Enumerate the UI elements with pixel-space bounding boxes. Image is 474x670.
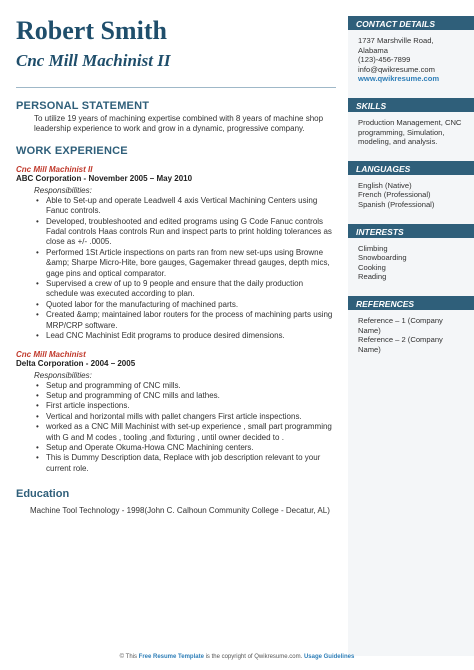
responsibilities-label: Responsibilities: [34, 370, 92, 380]
list-item: • This is Dummy Description data, Replace with job description relevant to your current role. [34, 453, 336, 474]
interests-section [348, 224, 474, 296]
list-item: • Able to Set-up and operate Leadwell 4 axis Vertical Machining Centers using Fanuc controls. [34, 196, 336, 217]
list-item: Reference – 2 (Company Name) [358, 335, 443, 354]
list-item: • Setup and programming of CNC mills and lathes. [34, 391, 336, 401]
list-item: Climbing [358, 243, 388, 253]
list-item: • Setup and Operate Okuma-Howa CNC Machining centers. [34, 443, 336, 453]
footer-middle: is the copyright of Qwikresume.com. [203, 654, 304, 660]
languages-heading: LANGUAGES [348, 161, 474, 175]
footer [0, 654, 474, 660]
interests-list [348, 238, 474, 296]
skills-section [348, 98, 474, 161]
job-title: Cnc Mill Machinist II [16, 164, 93, 174]
sidebar [348, 16, 474, 656]
personal-statement-heading: PERSONAL STATEMENT [16, 100, 150, 112]
personal-statement-text: To utilize 19 years of machining expertise combined with 8 years of machine shop leadership experience to work and grow in a dynamic, progressive company. [34, 114, 324, 134]
list-item: Cooking [358, 262, 386, 272]
responsibilities-list [34, 381, 336, 475]
list-item: French (Professional) [358, 190, 431, 200]
candidate-job-title: Cnc Mill Machinist II [16, 51, 171, 70]
list-item: • worked as a CNC Mill Machinist with set-up experience , small part programming with G and M codes , tooling ,and fixturing , until owner decided to . [34, 422, 336, 443]
website-link[interactable]: www.qwikresume.com [358, 74, 440, 84]
responsibilities-list [34, 196, 336, 342]
list-item: • Performed 1St Article inspections on parts ran from new set-ups using Browne &amp; Sharpe Micro-Hite, bore gauges, Gagemaker thread gauges, depth mics, gage pins and optical comparator. [34, 248, 336, 279]
main-column [16, 16, 336, 517]
list-item: • Supervised a crew of up to 9 people and ensure that the daily production schedule was executed according to plan. [34, 279, 336, 300]
list-item: • Created &amp; maintained labor routers for the process of machining parts using MRP/CRP software. [34, 310, 336, 331]
contact-heading: CONTACT DETAILS [348, 16, 474, 30]
references-heading: REFERENCES [348, 296, 474, 310]
interests-heading: INTERESTS [348, 224, 474, 238]
work-experience-heading: WORK EXPERIENCE [16, 144, 128, 157]
list-item: • Setup and programming of CNC mills. [34, 381, 336, 391]
contact-section [348, 16, 474, 98]
usage-guidelines-link[interactable]: Usage Guidelines [303, 654, 355, 660]
contact-body [348, 30, 474, 98]
list-item: • Lead CNC Machinist Edit programs to produce desired dimensions. [34, 331, 336, 341]
header-divider [16, 87, 336, 88]
education-heading: Education [16, 488, 70, 501]
job-company-dates: ABC Corporation - November 2005 – May 2010 [16, 173, 193, 183]
list-item: • Vertical and horizontal mills with pallet changers First article inspections. [34, 412, 336, 422]
list-item: Spanish (Professional) [358, 199, 435, 209]
free-resume-template-link[interactable]: Free Resume Template [138, 654, 204, 660]
languages-list [348, 175, 474, 224]
list-item: Reading [358, 272, 387, 282]
education-text: Machine Tool Technology - 1998(John C. Calhoun Community College - Decatur, AL) [30, 506, 330, 516]
address-line: Alabama [358, 45, 388, 55]
phone-number: (123)-456-7899 [358, 55, 411, 65]
list-item: • First article inspections. [34, 401, 336, 411]
skills-text: Production Management, CNC programming, Simulation, modeling, and analysis. [358, 117, 462, 147]
references-section [348, 296, 474, 368]
list-item: • Quoted labor for the manufacturing of machined parts. [34, 300, 336, 310]
list-item: • Developed, troubleshooted and edited programs using G Code Fanuc controls Fadal controls Haas controls Run and inspect parts to print holding tolerances as close as +/- .0005. [34, 217, 336, 248]
responsibilities-label: Responsibilities: [34, 185, 92, 195]
work-experience-section [16, 145, 336, 474]
address-line: 1737 Marshville Road, [358, 36, 434, 45]
job-title: Cnc Mill Machinist [16, 349, 86, 359]
email-address[interactable]: info@qwikresume.com [358, 64, 435, 74]
education-section [16, 488, 336, 516]
footer-prefix: © This [119, 654, 139, 660]
list-item: Reference – 1 (Company Name) [358, 315, 443, 335]
job-entry [16, 350, 336, 475]
references-list [348, 310, 474, 368]
languages-section [348, 161, 474, 224]
list-item: English (Native) [358, 180, 412, 190]
job-entry [16, 165, 336, 342]
list-item: Snowboarding [358, 253, 407, 263]
skills-heading: SKILLS [348, 98, 474, 112]
candidate-name: Robert Smith [16, 16, 167, 45]
job-company-dates: Delta Corporation - 2004 – 2005 [16, 358, 136, 368]
personal-statement-section [16, 100, 336, 135]
